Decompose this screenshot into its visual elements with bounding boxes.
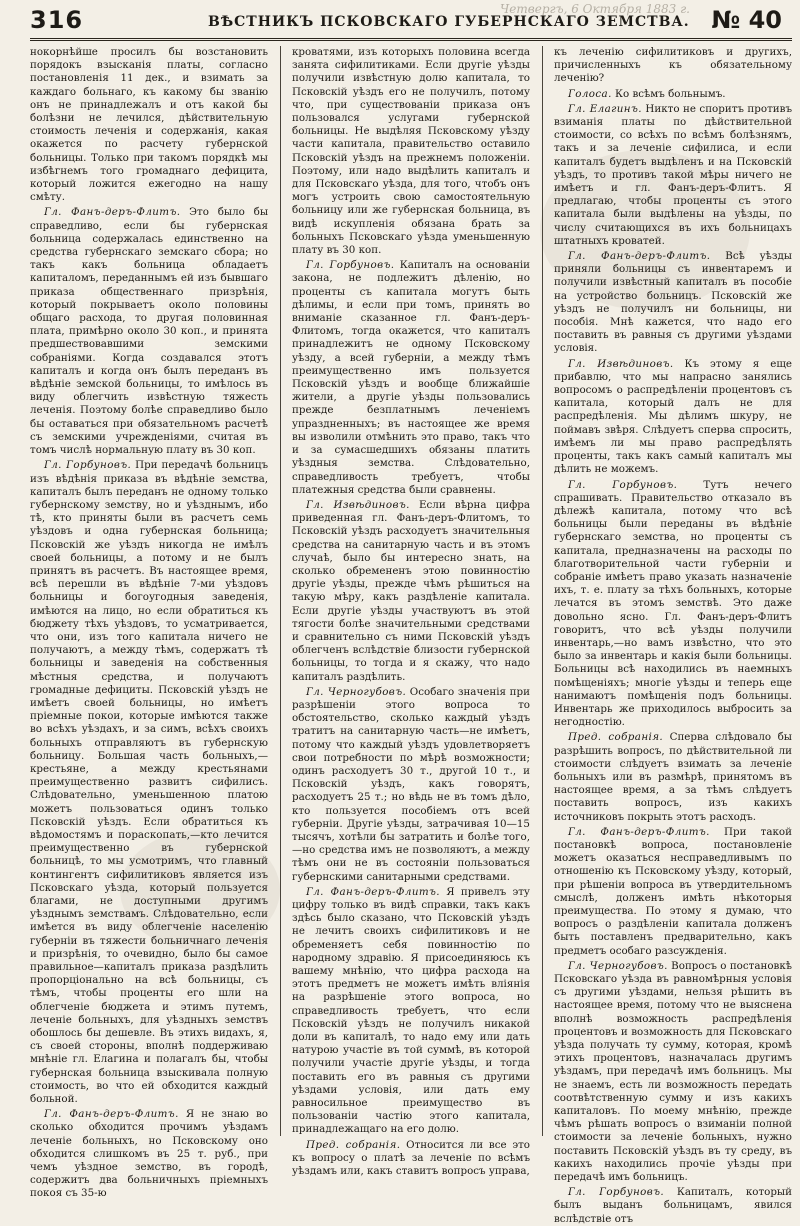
paragraph-text: Относится ли все это къ вопросу о платѣ за леченіе по всѣмъ уѣздамъ или, какъ ставитъ вопросъ управа, bbox=[292, 1138, 530, 1178]
paragraph-text: Капиталъ на основаніи закона, не подлежитъ дѣленію, но проценты съ капитала могутъ быть дѣлимы, и если при томъ, принять во вниманіе сказанное гл. Фанъ-деръ-Флитомъ, тогда окажется, что капиталъ принадлежитъ не одному Псковскому уѣзду, а всей губерніи, а между тѣмъ преимущественно имъ пользуется Псковскій уѣздъ и вообще ближайшіе жители, а другіе уѣзды пользовались прежде безплатнымъ леченіемъ упраздненныхъ; въ настоящее же время вы изволили отмѣнить это право, такъ что и за сумасшедшихъ обязаны платить уѣздныя земства. Слѣдовательно, справедливость требуетъ, чтобы платежныя средства были сравнены. bbox=[292, 259, 530, 496]
paragraph-text: нокорнѣйше просилъ бы возстановить порядокъ взысканія платы, согласно постановленія 11 дек., и взимать за каждаго больнаго, къ какому бы званію онъ не принадлежалъ и отъ какой бы болѣзни не лечился, дѣйствительную стоимость леченія и содержанія, какая окажется по расчету губернской больницы. Только при такомъ порядкѣ мы избѣгнемъ того громаднаго дефицита, который ложится ежегодно на нашу смѣту. bbox=[30, 46, 268, 204]
speaker-name: Гл. Горбуновъ. bbox=[568, 478, 678, 491]
paragraph-text: Вопросъ о постановкѣ Псковскаго уѣзда въ равномѣрныя условія съ другими уѣздами, нельзя рѣшить въ настоящее время, потому что не выяснена вполнѣ возможность распредѣленія процентовъ и возможность для Псковскаго уѣзда получать ту сумму, которая, кромѣ этихъ процентовъ, назначалась другимъ уѣздамъ, при передачѣ имъ больницъ. Мы не знаемъ, есть ли возможность передать соотвѣтственную сумму и изъ какихъ капиталовъ. По моему мнѣнію, прежде чѣмъ рѣшать вопросъ о взиманіи полной стоимости за леченіе больныхъ, нужно поставить Псковскій уѣздъ въ ту среду, въ какихъ находились прочіе уѣзды при передачѣ имъ больницъ. bbox=[554, 959, 792, 1184]
paragraph bbox=[554, 103, 792, 248]
column-divider bbox=[542, 46, 543, 1136]
paragraph bbox=[554, 960, 792, 1184]
paragraph-text: къ леченію сифилитиковъ и другихъ, причисленныхъ къ обязательному леченію? bbox=[554, 46, 792, 85]
paragraph-text: Сперва слѣдовало бы разрѣшить вопросъ, по дѣйствительной ли стоимости слѣдуетъ взимать за леченіе больныхъ или въ размѣрѣ, принятомъ въ настоящее время, а за тѣмъ слѣдуетъ поставить вопросъ, изъ какихъ источниковъ покрыть этотъ расходъ. bbox=[554, 731, 793, 823]
speaker-name: Гл. Фанъ-деръ-Флитъ. bbox=[568, 825, 710, 838]
paragraph bbox=[554, 46, 792, 86]
speaker-name: Пред. собранія. bbox=[306, 1138, 401, 1151]
paragraph-text: Никто не споритъ противъ взиманія платы по дѣйствительной стоимости, со всѣхъ по всѣмъ болѣзнямъ, такъ и за леченіе сифилиса, и если капиталъ будетъ выдѣленъ и на Псковскій уѣздъ, то противъ такой мѣры ничего не имѣетъ и гл. Фанъ-деръ-Флитъ. Я предлагаю, чтобы проценты съ этого капитала были выдѣлены на уѣзды, по числу считающихся въ ихъ больницахъ штатныхъ кроватей. bbox=[554, 102, 792, 247]
paragraph bbox=[30, 46, 268, 204]
speaker-name: Гл. Фанъ-деръ-Флитъ. bbox=[44, 206, 181, 219]
paragraph bbox=[554, 479, 792, 730]
paragraph bbox=[554, 826, 792, 958]
paragraph bbox=[554, 731, 792, 823]
speaker-name: Голоса. bbox=[568, 87, 612, 100]
paragraph-text: При такой постановкѣ вопроса, постановленіе можетъ оказаться несправедливымъ по отношенію къ Псковскому уѣзду, который, при рѣшеніи вопроса въ утвердительномъ смыслѣ, долженъ имѣть нѣкоторыя преимущества. По этому я думаю, что вопросъ о раздѣленіи капитала долженъ быть поставленъ предварительно, какъ предметъ особаго разсужденія. bbox=[554, 825, 792, 957]
speaker-name: Гл. Фанъ-деръ-Флитъ. bbox=[44, 1108, 179, 1121]
paragraph bbox=[292, 1139, 530, 1179]
paragraph-text: Тутъ нечего спрашивать. Правительство отказало въ дѣлежѣ капитала, потому что всѣ больницы были переданы въ вѣдѣніе губернскаго земства, но проценты съ капитала, предназначены на расходы по благотворительной части губерніи и собраніе имѣетъ право указать назначеніе ихъ, т. е. плату за тѣхъ больныхъ, которые лечатся въ этомъ земствѣ. Это даже довольно ясно. Гл. Фанъ-деръ-Флитъ говоритъ, что всѣ уѣзды получили инвентарь,—но вамъ извѣстно, что это было за инвентарь и какія были больницы. Больницы всѣ находились въ наемныхъ помѣщеніяхъ; многіе уѣзды и теперь еще нанимаютъ помѣщенія подъ больницы. Инвентарь же приходилось выбросить за негодностію. bbox=[554, 478, 792, 729]
paragraph bbox=[292, 686, 530, 884]
column-divider bbox=[280, 46, 281, 1136]
paragraph bbox=[30, 1108, 268, 1200]
paragraph bbox=[292, 499, 530, 684]
speaker-name: Гл. Черногубовъ. bbox=[306, 685, 407, 698]
issue-number: № 40 bbox=[711, 6, 782, 34]
paragraph bbox=[554, 358, 792, 477]
speaker-name: Гл. Извѣдиновъ. bbox=[306, 498, 410, 511]
column-2 bbox=[292, 46, 530, 1178]
paragraph-text: Всѣ уѣзды приняли больницы съ инвентаремъ и получили извѣстный капиталъ въ пособіе на устройство больницъ. Псковскій же уѣздъ не получилъ ни больницы, ни пособія. Мнѣ кажется, что надо его поставить въ равныя съ другими уѣздами условія. bbox=[554, 250, 793, 355]
paragraph bbox=[30, 206, 268, 457]
journal-title: ВѢСТНИКЪ ПСКОВСКАГО ГУБЕРНСКАГО ЗЕМСТВА. bbox=[208, 14, 690, 30]
speaker-name: Гл. Горбуновъ. bbox=[568, 1186, 665, 1199]
paragraph bbox=[292, 886, 530, 1137]
speaker-name: Гл. Извѣдиновъ. bbox=[568, 357, 674, 370]
paragraph-text: Особаго значенія при разрѣшеніи этого вопроса то обстоятельство, сколько каждый уѣздъ тратитъ на санитарную часть—не имѣетъ, потому что каждый уѣздъ удовлетворяетъ свои потребности по мѣрѣ возможности; одинъ расходуетъ 30 т., другой 10 т., и Псковскій уѣздъ, какъ говорятъ, расходуетъ 25 т.; но вѣдь не въ томъ дѣло, кто пользуется пособіемъ отъ всей губерніи. Другіе уѣзды, затрачивая 10—15 тысячъ, хотѣли бы затратить и болѣе того,—но средства имъ не позволяютъ, а между тѣмъ они не въ состояніи пользоваться губернскими санитарными средствами. bbox=[292, 685, 530, 883]
paragraph-text: Я не знаю во сколько обходится прочимъ уѣздамъ леченіе больныхъ, но Псковскому оно обходится слишкомъ въ 25 т. руб., при чемъ уѣздное земство, въ городѣ, содержитъ два больничныхъ пріемныхъ покоя съ 35-ю bbox=[30, 1108, 268, 1200]
paragraph-text: Если вѣрна цифра приведенная гл. Фанъ-деръ-Флитомъ, то Псковскій уѣздъ расходуетъ значительныя средства на санитарную часть и въ этомъ случаѣ, было бы интересно знать, на сколько обремененъ этою повинностію другіе уѣзды, прежде чѣмъ рѣшиться на такую мѣру, какъ раздѣленіе капитала. Если другіе уѣзды участвуютъ въ этой тягости болѣе значительными средствами и сравнительно съ ними Псковскій уѣздъ облегченъ вслѣдствіе близости губернской больницы, то тогда и я скажу, что надо капиталъ раздѣлить. bbox=[292, 498, 530, 683]
speaker-name: Гл. Горбуновъ. bbox=[44, 459, 132, 472]
column-3 bbox=[554, 46, 793, 1225]
paragraph-text: Я привелъ эту цифру только въ видѣ справки, такъ какъ здѣсь было сказано, что Псковскій уѣздъ не лечитъ своихъ сифилитиковъ и не обременяетъ себя повинностію по народному здравію. Я присоединяюсь къ вашему мнѣнію, что цифра расхода на этотъ предметъ не можетъ имѣть вліянія на разрѣшеніе этого вопроса, но справедливость требуетъ, что если Псковскій уѣздъ не получилъ никакой доли въ капиталѣ, то надо ему или дать натурою участіе въ той суммѣ, въ которой получили участіе другіе уѣзды, и тогда поставить его въ равныя съ другими уѣздами условія, или дать ему равносильное преимущество въ пользованіи частію этого капитала, принадлежащаго на его долю. bbox=[292, 885, 530, 1136]
speaker-name: Гл. Черногубовъ. bbox=[568, 959, 668, 972]
paragraph bbox=[30, 459, 268, 1106]
column-1 bbox=[30, 46, 269, 1200]
speaker-name: Гл. Елагинъ. bbox=[568, 102, 642, 115]
bleed-through-date: Четвергъ, 6 Октября 1883 г. bbox=[500, 2, 690, 16]
paragraph-text: Къ этому я еще прибавлю, что мы напрасно занялись вопросомъ о распредѣленіи процентовъ съ капитала, который далъ не для распредѣленія. Мы дѣлимъ шкуру, не поймавъ звѣря. Слѣдуетъ сперва спросить, имѣемъ ли мы право распредѣлять проценты, такъ какъ самый капиталъ мы дѣлить не можемъ. bbox=[554, 357, 792, 476]
text-columns bbox=[30, 46, 793, 1225]
page-number: 316 bbox=[30, 6, 84, 34]
header-rule bbox=[30, 38, 792, 41]
paragraph-text: Ко всѣмъ больнымъ. bbox=[611, 87, 726, 100]
speaker-name: Гл. Фанъ-деръ-Флитъ. bbox=[568, 250, 711, 263]
paragraph-text: Капиталъ, который былъ выданъ больницамъ, явился вслѣдствіе отъ bbox=[554, 1186, 792, 1225]
paragraph-text: При передачѣ больницъ изъ вѣдѣнія приказа въ вѣдѣніе земства, капиталъ былъ переданъ не одному только губернскому земству, но и уѣзднымъ, ибо тѣ, кто приняты были въ расчетъ семь уѣздовъ и одна губернская больница; Псковскій же уѣздъ никогда не имѣлъ своей больницы, а потому и не былъ принятъ въ расчетъ. Въ настоящее время, всѣ перешли въ вѣдѣніе 7-ми уѣздовъ больницы и богоугодныя заведенія, имѣются на лицо, но если обратиться къ бюджету тѣхъ уѣздовъ, то усматривается, что они, изъ того капитала ничего не получаютъ, а между тѣмъ, содержатъ тѣ больницы и заведенія на собственныя мѣстныя средства, и получаютъ громадные дефициты. Псковскій уѣздъ не имѣетъ своей больницы, но имѣетъ пріемные покои, которые имѣются также во всѣхъ уѣздахъ, и за симъ, всѣхъ своихъ больныхъ отправляютъ въ губернскую больницу. Большая часть больныхъ,—крестьяне, а между крестьянами преимущественно развитъ сифилисъ. Слѣдовательно, уменьшенною платою можетъ пользоваться одинъ только Псковскій уѣздъ. Если обратиться къ вѣдомостямъ и пораскопать,—кто лечится преимущественно въ губернской больницѣ, то мы усмотримъ, что главный контингентъ сифилитиковъ является изъ Псковскаго уѣзда, который пользуется благами, не доступными другимъ уѣзднымъ земствамъ. Слѣдовательно, если имѣется въ виду облегченіе населенію губерніи въ тяжести больничнаго леченія и призрѣнія, то очевидно, было бы самое правильное—капиталъ приказа раздѣлить пропорціонально на всѣ больницы, съ тѣмъ, чтобы проценты его шли на облегченіе бюджета и этимъ путемъ, леченіе больныхъ, для уѣздныхъ земствъ обошлось бы дешевле. Въ этихъ видахъ, я, съ своей стороны, вполнѣ поддерживаю мнѣніе гл. Елагина и полагалъ бы, чтобы губернская больница взыскивала полную стоимость, во что ей обходится каждый больной. bbox=[30, 459, 268, 1106]
paragraph bbox=[554, 250, 792, 356]
paragraph-text: кроватями, изъ которыхъ половина всегда занята сифилитиками. Если другіе уѣзды получили извѣстную долю капитала, то Псковскій уѣздъ его не получилъ, потому что, при существованіи приказа онъ пользовался услугами губернской больницы. Не выдѣляя Псковскому уѣзду части капитала, правительство оставило Псковскій уѣздъ на прежнемъ положеніи. Поэтому, или надо выдѣлить капиталъ и для Псковскаго уѣзда, для того, чтобъ онъ могъ устроить свою самостоятельную больницу или же губернская больница, въ видѣ искупленія обязана брать за больныхъ Псковскаго уѣзда уменьшенную плату въ 30 коп. bbox=[292, 46, 530, 257]
speaker-name: Гл. Фанъ-деръ-Флитъ. bbox=[306, 885, 440, 898]
speaker-name: Гл. Горбуновъ. bbox=[306, 259, 395, 272]
paragraph bbox=[554, 1186, 792, 1226]
paragraph bbox=[554, 88, 792, 101]
speaker-name: Пред. собранія. bbox=[568, 731, 664, 744]
paragraph bbox=[292, 46, 530, 257]
paragraph bbox=[292, 259, 530, 497]
page-header bbox=[30, 4, 792, 38]
paragraph-text: Это было бы справедливо, если бы губернская больница содержалась единственно на средства губернскаго земскаго сбора; но такъ какъ больница обладаетъ капиталомъ, переданнымъ ей изъ бывшаго приказа общественнаго призрѣнія, который покрываетъ около половины общаго расхода, то другая половинная плата, примѣрно около 30 коп., и принята предшествовавшими земскими собраніями. Когда создавался этотъ капиталъ и когда онъ былъ переданъ въ вѣдѣніе земской больницы, то имѣлось въ виду облегчить извѣстную тяжесть леченія. Поэтому болѣе справедливо было бы оставаться при обязательномъ расчетѣ съ земскими учрежденіями, считая въ томъ числѣ нормальную плату въ 30 коп. bbox=[30, 206, 269, 457]
